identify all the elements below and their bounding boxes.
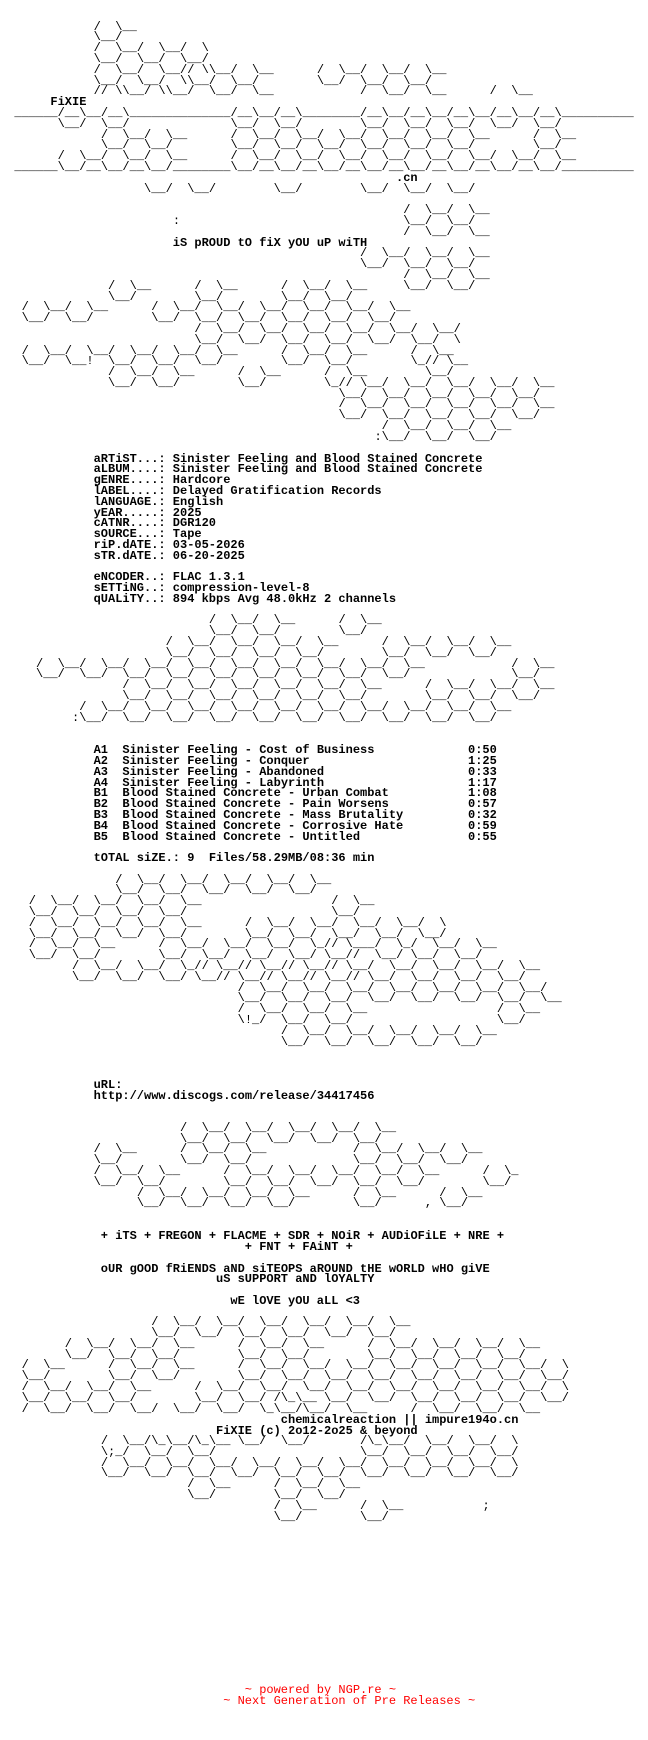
track-position: B4 bbox=[93, 818, 108, 833]
release-field-value: Hardcore bbox=[172, 473, 231, 488]
release-field-label: cATNR....: bbox=[93, 516, 166, 531]
release-field-value: 06-20-2025 bbox=[172, 548, 245, 563]
track-position: A1 bbox=[93, 743, 108, 758]
track-title: Blood Stained Concrete - Pain Worsens bbox=[122, 797, 389, 812]
release-field-value: Delayed Gratification Records bbox=[172, 484, 382, 498]
track-duration: 1:17 bbox=[468, 775, 497, 790]
track-title: Sinister Feeling - Labyrinth bbox=[122, 775, 325, 790]
logo-domain-suffix: .cn bbox=[396, 170, 418, 185]
track-position: B5 bbox=[93, 829, 108, 844]
encoding-field-value: compression-level-8 bbox=[172, 581, 310, 596]
track-duration: 0:57 bbox=[468, 797, 497, 812]
release-field-value: Sinister Feeling and Blood Stained Concrete bbox=[172, 451, 483, 466]
track-duration: 1:08 bbox=[468, 786, 497, 801]
track-title: Sinister Feeling - Conquer bbox=[122, 754, 310, 768]
release-field-label: gENRE....: bbox=[93, 473, 166, 488]
encoding-field-label: qUALiTY..: bbox=[93, 592, 166, 606]
release-field-label: sOURCE...: bbox=[93, 527, 166, 542]
track-duration: 0:50 bbox=[468, 743, 497, 758]
tagline: iS pROUD tO fiX yOU uP wiTH bbox=[172, 235, 368, 250]
release-field-value: Tape bbox=[172, 527, 202, 542]
track-title: Blood Stained Concrete - Mass Brutality bbox=[122, 808, 404, 822]
total-size: tOTAL siZE.: 9 Files/58.29MB/08:36 min bbox=[93, 851, 375, 866]
track-title: Blood Stained Concrete - Untitled bbox=[122, 829, 361, 844]
release-field-value: Sinister Feeling and Blood Stained Concrete bbox=[172, 462, 483, 477]
track-position: A3 bbox=[93, 764, 108, 779]
release-field-value: DGR120 bbox=[172, 516, 217, 531]
logo-group-name: FiXIE bbox=[50, 95, 87, 110]
track-position: B2 bbox=[93, 797, 108, 812]
release-field-label: lANGUAGE.: bbox=[93, 494, 166, 509]
release-field-label: aLBUM....: bbox=[93, 462, 166, 477]
track-title: Blood Stained Concrete - Urban Combat bbox=[122, 786, 389, 801]
encoding-field-value: 894 kbps Avg 48.0kHz 2 channels bbox=[172, 592, 397, 606]
url-label: uRL: bbox=[93, 1078, 123, 1092]
greets-line-1: + iTS + FREGON + FLACME + SDR + NOiR + AUDiOFiLE + NRE + bbox=[100, 1229, 505, 1244]
track-title: Blood Stained Concrete - Corrosive Hate bbox=[122, 818, 404, 833]
release-field-value: 2025 bbox=[172, 505, 202, 520]
release-field-value: English bbox=[172, 494, 224, 509]
love-line: wE lOVE yOU aLL <3 bbox=[230, 1294, 361, 1308]
release-field-label: yEAR.....: bbox=[93, 505, 166, 520]
track-duration: 0:32 bbox=[468, 808, 497, 822]
greets-line-3: oUR gOOD fRiENDS aND siTEOPS aROUND tHE wORLD wHO giVE bbox=[100, 1261, 490, 1276]
track-position: A2 bbox=[93, 754, 108, 768]
discogs-url-link[interactable]: http://www.discogs.com/release/34417456 bbox=[93, 1088, 375, 1103]
footer-tagline: ~ Next Generation of Pre Releases ~ bbox=[223, 1693, 476, 1708]
track-duration: 0:55 bbox=[468, 829, 497, 844]
track-position: B1 bbox=[93, 786, 108, 801]
track-duration: 1:25 bbox=[468, 754, 497, 768]
encoding-field-value: FLAC 1.3.1 bbox=[172, 570, 245, 585]
release-field-value: 03-05-2026 bbox=[172, 538, 245, 552]
track-position: A4 bbox=[93, 775, 108, 790]
track-position: B3 bbox=[93, 808, 108, 822]
track-title: Sinister Feeling - Cost of Business bbox=[122, 743, 375, 758]
greets-line-4: uS sUPPORT aND lOYALTY bbox=[216, 1272, 375, 1287]
release-field-label: lABEL....: bbox=[93, 484, 166, 498]
ascii-art-layer: / \__ \__/ / \__/ \__/ \ \__/ \__/ \__/ / \__/ \__// \\__/ \__ / \__/ \__/ \__ \__/ \__/ \\__/ \__/ \__/ \__/ \__/ // \\__/ \\__/ \__/ \__ / \__/ \__ / \__ ______/__\__/__\______________/__\__/__\________/__\__/__\__/__\__/__\__/__\__________ \__/ \__/ \__/ \__/ \__/ \__/ \__/ \__/ \__/ / \__/ \__ / \__/ \__/ \__/ \__/ \__/ \__ / \__ \__/ \__/ \__/ \__/ \__/ \__/ \__/ \__/ \__/ / \__/ \__/ \__ / \__/ \__/ \__/ \__/ \__/ \__/ \__/ \__ ______\__/__\__/__\__/________\__/__\__/__\__/__\__/__\__/__\__/__\__/__\__/__________ \__/ \__/ \__/ \__/ \__/ \__/ / \__/ \__ : \__/ \__/ / \__/ \__ / \__/ \__/ \__ \__/ \__/ \__/ / \__/ \__ / \__ / \__ / \__/ \__ \__/ \__/ \__/ \__/ \__/ \__/ / \__/ \__ / \__/ \__/ \__/ \__/ \__/ \__ \__/ \__/ \__/ \__/ \__/ \__/ \__/ \__/ / \__/ \__/ \__/ \__/ \__/ \__/ \__/ \__/ \__/ \__/ \__/ \__/ \ / \__/ \__/ \__/ \__/ \__ / \__/ \__ / \__ \__/ \__! \__/ \__/ \__/ \__/ \__/ \_// \__ / \__/ \__ / \__ / \__ \__/ \__/ \__/ \__/ \_// \__/ \__/ \__/ \__/ \__ \__/ \__/ \__/ \__/ \__/ / \__/ \__/ \__/ \__/ \__ \__/ \__/ \__/ \__/ \__/ / \__/ \__/ \__ :\__/ \__/ \__/ / \__/ \__ / \__ \__/ \__/ \__/ / \__/ \__/ \__/ \__ / \__/ \__/ \__ \__/ \__/ \__/ \__/ \__/ \__/ \__/ / \__/ \__/ \__/ \__/ \__/ \__/ \__/ \__/ \__ / \__ \__/ \__/ \__/ \__/ \__/ \__/ \__/ \__/ \__/ \__/ / \__/ \__/ \__/ \__/ \__/ \__ / \__/ \__/ \__ \__/ \__/ \__/ \__/ \__/ \__/ \__/ \__/ \__/ / \__/ \__/ \__/ \__/ \__/ \__/ \__/ \__/ \__/ \__ :\__/ \__/ \__/ \__/ \__/ \__/ \__/ \__/ \__/ \__/ / \__/ \__/ \__/ \__/ \__ \__/ \__/ \__/ \__/ \__/ / \__/ \__/ \__/ \__ / \__ \__/ \__/ \__/ \__/ \__/ / \__/ \__/ \__/ \__ / \__/ \__/ \__/ \__/ \ \__/ \__/ \__/ \__/ \__/ \__/ \__/ \__/ \__/ / \__/ \__ / \__/ \__/ \__/ \_// \___/ \_/ \__/ \__ \__/ \__/ \__/ \__/ \__/ \__/ \__// \__/ \__/ \__/ / \__/ \__/ \_// \__// \__// \__// \__/ \__/ \__/ \__/ \__ \__/ \__/ \__/ \__// \__// \__// \__// \__/ \__/ \__/ \__/ / \__/ \__/ \__/ \__/ \__/ \__/ \__/ \__/ \__/ \__/ \__/ \__/ \__/ \__/ \__ / \__/ \__/ \__ / \__ \!_/ \__/ \__/ \__/ / \__/ \__/ \__/ \__/ \__ \__/ \__/ \__/ \__/ \__/ / \__/ \__/ \__/ \__/ \__ \__/ \__/ \__/ \__/ \__/ / \__ / \__/ \__ / \__/ \__/ \__ \__/ \__/ \__/ \__/ \__/ \__/ / \__/ \__ / \__/ \__/ \__/ \__/ \__ / \_ \__/ \__/ \__/ \__/ \__/ \__/ \__/ \__/ / \__/ \__/ \__/ \__ / \__ / \__ \__/ \__/ \__/ \__/ \__/ , \__/ / \__/ \__/ \__/ \__/ \__/ \__ \__/ \__/ \__/ \__/ \__/ \__/ / \__/ \__/ \__ / \__/ \__ / \__/ \__/ \__/ \__ \__/ \__/ \__/ \__/ \__/ \__/ \__/ \__/ \__/ / \__ / \__/ \__ / \__/ \__/ \__/ \__/ \__/ \__/ \__/ \ \__/ \__/ \__/ \__/ \__/ \__/ \__/ \__/ \__/ \__/ \__/ / \__/ \__/ \__ / \__/ \__/ \__/ \__/ \__/ \__/ \__/ \__/ \ \__/ \__/ \__/ \__/ \__/ /\_\__ \__/ \__/ \__/ \__/ \__/ \__/ / \__/ \__/ \__/ \__/ \__/ \_\__/\__/ \__ / \__/ \__/ \__ / \__/\_\__/\_\__ \__/ \__/ /\_\__/ \__/ \__/ \ \;_/ \__/ \__/ \__/ \__/ \__/ \__/ / \__/ \__/ \__/ \__/ \__/ \__/ \__/ \__/ \__/ \ \__/ \__/ \__/ \__/ \__/ \__/ \__/ \__/ \__/ \__/ / \__ / \__/ \__ \__/ \__/ \__/ / \__ / \__ ; \__/ \__/ bbox=[14, 19, 634, 1524]
release-field-label: riP.dATE.: bbox=[93, 538, 166, 552]
encoding-field-label: eNCODER..: bbox=[93, 570, 166, 585]
footer-powered-by: ~ powered by NGP.re ~ bbox=[244, 1682, 397, 1697]
track-duration: 0:33 bbox=[468, 764, 497, 779]
track-title: Sinister Feeling - Abandoned bbox=[122, 764, 325, 779]
greets-line-2: + FNT + FAiNT + bbox=[244, 1240, 353, 1254]
encoding-field-label: sETTiNG..: bbox=[93, 581, 166, 596]
release-field-label: sTR.dATE.: bbox=[93, 548, 166, 563]
release-field-label: aRTiST...: bbox=[93, 451, 166, 466]
credits-line-2: FiXIE (c) 2o12-2o25 & beyond bbox=[216, 1423, 418, 1438]
credits-line-1: chemicalreaction || impure194o.cn bbox=[280, 1412, 519, 1427]
track-duration: 0:59 bbox=[468, 818, 497, 833]
